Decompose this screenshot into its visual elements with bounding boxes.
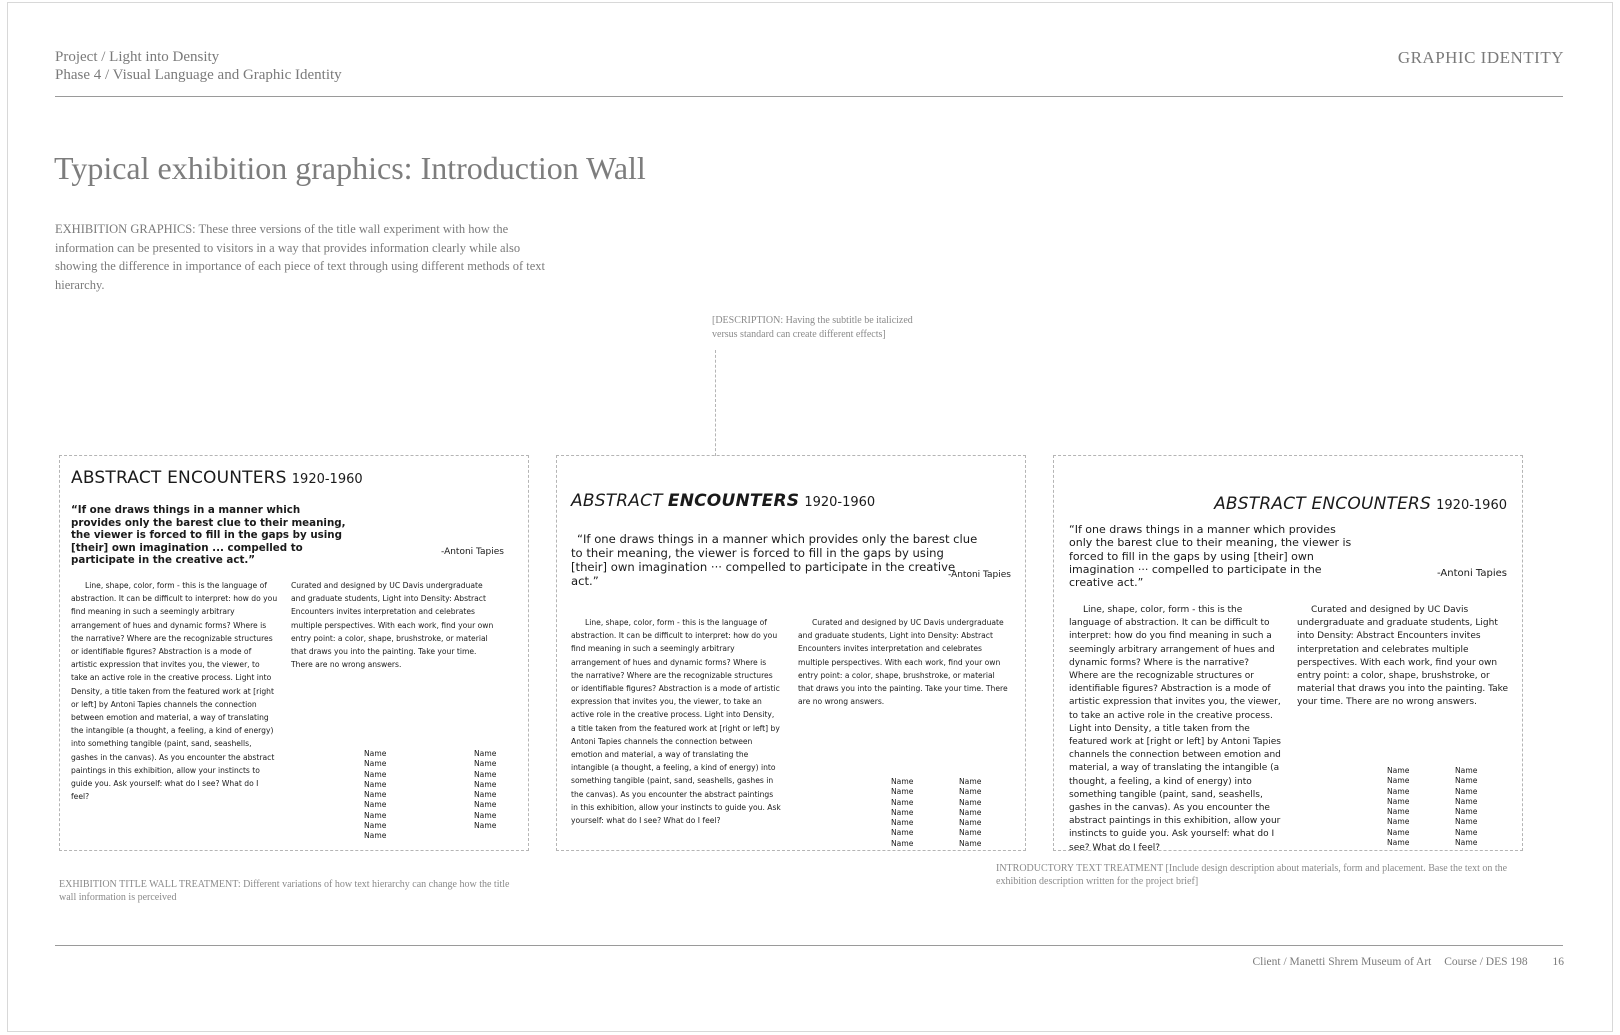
name-entry: Name <box>1455 827 1478 837</box>
name-entry: Name <box>474 821 497 831</box>
name-entry: Name <box>1455 807 1478 817</box>
name-entry: Name <box>891 818 914 828</box>
name-entry: Name <box>1455 786 1478 796</box>
name-entry: Name <box>891 787 914 797</box>
name-entry: Name <box>1387 786 1410 796</box>
names-column-2 <box>959 777 981 849</box>
name-entry: Name <box>1455 766 1478 775</box>
name-entry: Name <box>474 790 497 800</box>
name-entry: Name <box>891 828 914 838</box>
name-entry: Name <box>891 797 914 807</box>
name-entry: Name <box>1455 796 1478 806</box>
panel-quote: “If one draws things in a manner which provides only the barest clue to their meaning, the viewer is forced to fill in the gaps by using [their] own imagination ··· compelled to participate in the creative act.” <box>571 532 978 588</box>
name-entry: Name <box>474 779 497 789</box>
name-entry: Name <box>1387 766 1410 775</box>
name-entry: Name <box>1387 838 1410 848</box>
name-entry: Name <box>1387 827 1410 837</box>
name-entry: Name <box>364 790 387 800</box>
panel-quote: “If one draws things in a manner which provides only the barest clue to their meaning, the viewer is forced to fill in the gaps by using [their] own imagination ... compelled to participate in the creative act.” <box>71 504 346 566</box>
panel-title <box>71 468 363 488</box>
panel-date: 1920-1960 <box>804 495 876 510</box>
name-entry: Name <box>959 777 982 786</box>
name-entry: Name <box>364 769 387 779</box>
panel-author: -Antoni Tapies <box>948 570 1011 580</box>
panel-title-text: ABSTRACT ENCOUNTERS <box>1214 494 1432 514</box>
intro-text: EXHIBITION GRAPHICS: These three versions of the title wall experiment with how the information can be presented to visitors in a way that provides information clearly while also showing the difference in importance of each piece of text through using different methods of text hierarchy. <box>55 222 546 292</box>
panel-author: -Antoni Tapies <box>441 547 504 557</box>
name-entry: Name <box>959 807 982 817</box>
name-entry: Name <box>959 797 982 807</box>
name-entry: Name <box>364 779 387 789</box>
panel-body-right: Curated and designed by UC Davis undergraduate and graduate students, Light into Density: Abstract Encounters invites interpretation and celebrates multiple perspectives. With each work, find your own entry point: a color, shape, brushstroke, or material that draws you into the painting. Take your time. There are no wrong answers. <box>798 618 1008 707</box>
name-entry: Name <box>891 838 914 848</box>
name-entry: Name <box>474 759 497 769</box>
names-column-1 <box>1387 766 1409 848</box>
panel-title-text: ABSTRACT ENCOUNTERS <box>71 468 287 488</box>
name-entry: Name <box>364 810 387 820</box>
title-wall-panel-2 <box>556 455 1026 851</box>
panel-title-part-c: ENCOUNTERS <box>667 491 800 511</box>
page-number: 16 <box>1552 956 1564 968</box>
panel-body-right: Curated and designed by UC Davis undergraduate and graduate students, Light into Density: Abstract Encounters invites interpretation and celebrates multiple perspectives. With each work, find your own entry point: a color, shape, brushstroke, or material that draws you into the painting. Take your time. There are no wrong answers. <box>291 581 494 670</box>
panel-author: -Antoni Tapies <box>1437 568 1507 579</box>
footer-divider <box>55 945 1563 946</box>
panel-title <box>571 491 875 511</box>
panel-date: 1920-1960 <box>1436 498 1507 513</box>
panel-title-part-b: TRACT <box>605 491 663 511</box>
name-entry: Name <box>1455 838 1478 848</box>
name-entry: Name <box>364 749 387 758</box>
panel-body-left: Line, shape, color, form - this is the language of abstraction. It can be difficult to interpret: how do you find meaning in such a seemingly arbitrary arrangement of hues and dynamic forms? Where is the narrative? Where are the recognizable structures or identifiable figures? Abstraction is a mode of artistic expression that invites you, the viewer, to take an active role in the creative process. Light into Density, a title taken from the featured work at [right or left] by Antoni Tapies channels the connection between emotion and material, a way of translating the intangible (a thought, a feeling, a kind of energy) into something tangible (paint, sand, seashells, gashes in the canvas). As you encounter the abstract paintings in this exhibition, allow your instincts to guide you. Ask yourself: what do I see? What do I feel? <box>571 618 781 826</box>
name-entry: Name <box>364 800 387 810</box>
footer <box>1253 956 1565 968</box>
names-column-1 <box>364 749 386 842</box>
course-label: Course / DES 198 <box>1444 956 1528 968</box>
panel-title-part-a: ABS <box>571 491 606 511</box>
phase-label: Phase 4 / Visual Language and Graphic Identity <box>55 67 342 83</box>
annotation-leader-line <box>715 350 716 456</box>
name-entry: Name <box>364 821 387 831</box>
title-wall-panel-1 <box>59 455 529 851</box>
caption-title-wall-treatment: EXHIBITION TITLE WALL TREATMENT: Different variations of how text hierarchy can change how the title wall information is perceived <box>59 879 510 903</box>
caption-introductory-text-treatment: INTRODUCTORY TEXT TREATMENT [Include design description about materials, form and placement. Base the text on the exhibition description written for the project brief] <box>996 863 1508 887</box>
name-entry: Name <box>1387 807 1410 817</box>
panel-body-left: Line, shape, color, form - this is the language of abstraction. It can be difficult to interpret: how do you find meaning in such a seemingly arbitrary arrangement of hues and dynamic forms? Where is the narrative? Where are the recognizable structures or identifiable figures? Abstraction is a mode of artistic expression that invites you, the viewer, to take an active role in the creative process. Light into Density, a title taken from the featured work at [right or left] by Antoni Tapies channels the connection between emotion and material, a way of translating the intangible (a thought, a feeling, a kind of energy) into something tangible (paint, sand, seashells, gashes in the canvas). As you encounter the abstract paintings in this exhibition, allow your instincts to guide you. Ask yourself: what do I see? What do I feel? <box>71 581 278 802</box>
name-entry: Name <box>474 769 497 779</box>
names-column-2 <box>1455 766 1477 848</box>
project-label: Project / Light into Density <box>55 49 220 65</box>
name-entry: Name <box>1455 817 1478 827</box>
name-entry: Name <box>891 807 914 817</box>
name-entry: Name <box>1387 776 1410 786</box>
page-title: Typical exhibition graphics: Introduction Wall <box>54 150 646 186</box>
header-left <box>55 48 342 84</box>
names-column-2 <box>474 749 496 831</box>
title-wall-panel-3 <box>1053 455 1523 851</box>
description-note: [DESCRIPTION: Having the subtitle be italicized versus standard can create different effects] <box>712 315 913 340</box>
names-column-1 <box>891 777 913 849</box>
name-entry: Name <box>364 759 387 769</box>
name-entry: Name <box>1455 776 1478 786</box>
panel-quote: “If one draws things in a manner which provides only the barest clue to their meaning, the viewer is forced to fill in the gaps by using [their] own imagination ··· compelled to participate in the creative act.” <box>1069 523 1352 590</box>
section-label: GRAPHIC IDENTITY <box>1397 48 1564 67</box>
name-entry: Name <box>1387 817 1410 827</box>
name-entry: Name <box>959 828 982 838</box>
panel-date: 1920-1960 <box>291 472 363 487</box>
panel-body-right: Curated and designed by UC Davis undergraduate and graduate students, Light into Density: Abstract Encounters invites interpretation and celebrates multiple perspectives. With each work, find your own entry point: a color, shape, brushstroke, or material that draws you into the painting. Take your time. There are no wrong answers. <box>1297 605 1509 708</box>
name-entry: Name <box>364 831 387 841</box>
panel-body-left: Line, shape, color, form - this is the language of abstraction. It can be difficult to interpret: how do you find meaning in such a seemingly arbitrary arrangement of hues and dynamic forms? Where is the narrative? Where are the recognizable structures or identifiable figures? Abstraction is a mode of artistic expression that invites you, the viewer, to take an active role in the creative process. Light into Density, a title taken from the featured work at [right or left] by Antoni Tapies channels the connection between emotion and material, a way of translating the intangible (a thought, a feeling, a kind of energy) into something tangible (paint, sand, seashells, gashes in the canvas). As you encounter the abstract paintings in this exhibition, allow your instincts to guide you. Ask yourself: what do I see? What do I feel? <box>1069 605 1281 853</box>
name-entry: Name <box>959 838 982 848</box>
name-entry: Name <box>474 810 497 820</box>
name-entry: Name <box>891 777 914 786</box>
name-entry: Name <box>474 749 497 758</box>
panel-title <box>1214 494 1507 514</box>
name-entry: Name <box>1387 796 1410 806</box>
name-entry: Name <box>959 787 982 797</box>
header-divider <box>55 96 1563 97</box>
name-entry: Name <box>474 800 497 810</box>
client-label: Client / Manetti Shrem Museum of Art <box>1252 956 1432 968</box>
name-entry: Name <box>959 818 982 828</box>
